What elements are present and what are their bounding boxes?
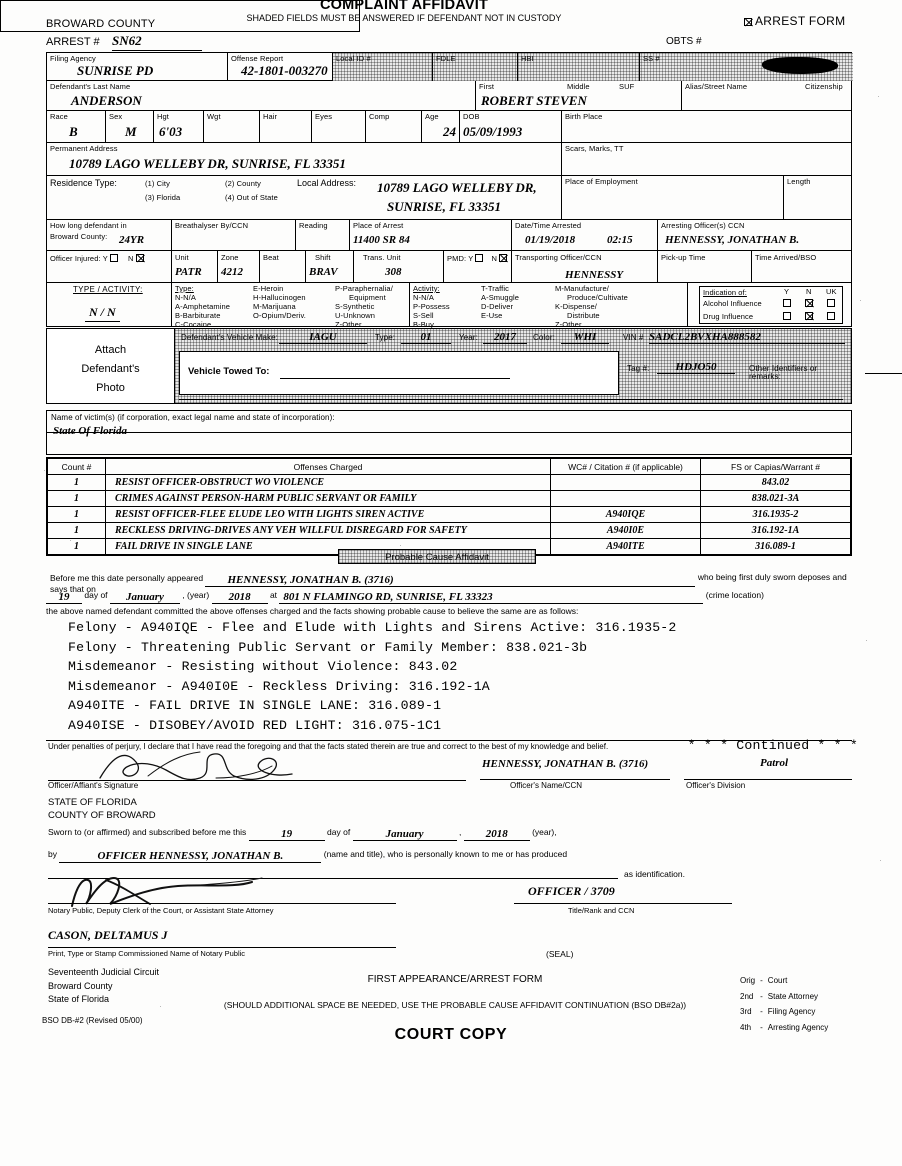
filing-agency-row (47, 53, 851, 81)
circuit-block (48, 966, 159, 1007)
local-id-label: Local ID # (336, 54, 371, 63)
officer-name-value: HENNESSY, JONATHAN B. (3716) (482, 758, 649, 770)
transport-row (47, 251, 851, 283)
birth-place-label: Birth Place (565, 112, 603, 121)
notary-by-label: by (48, 849, 57, 859)
shift-value: BRAV (309, 266, 338, 278)
offense-wc (551, 475, 701, 491)
how-long-value: 24YR (119, 234, 145, 246)
circuit-line-3: State of Florida (48, 994, 110, 1004)
footer-form-title: FIRST APPEARANCE/ARREST FORM (367, 974, 543, 985)
officer-injured-no-label: N (128, 254, 134, 263)
sworn-line-2 (48, 848, 567, 861)
narrative-line: A940ISE - DISOBEY/AVOID RED LIGHT: 316.075-1C1 (68, 717, 442, 733)
ss-label: SS # (643, 54, 660, 63)
narrative-line: Felony - A940IQE - Flee and Elude with Lights and Sirens Active: 316.1935-2 (68, 620, 677, 635)
narrative-line: Misdemeanor - A940I0E - Reckless Driving: 316.192-1A (68, 678, 490, 694)
form-revision: BSO DB-#2 (Revised 05/00) (42, 1016, 143, 1025)
indication-of-box (699, 286, 843, 324)
indication-col-uk: UK (826, 287, 837, 296)
eyes-label: Eyes (315, 112, 333, 121)
vehicle-towed-rule (280, 378, 510, 379)
dist-dash: - (760, 991, 763, 1001)
residence-type-label: Residence Type: (50, 178, 117, 188)
act-col3-0: M-Manufacture/ (555, 284, 609, 293)
unit-value: PATR (175, 266, 202, 278)
local-address-label: Local Address: (297, 178, 357, 188)
offense-wc: A940ITE (551, 539, 701, 555)
pmd-no-label: N (491, 254, 498, 263)
officer-injured-yes-checkbox[interactable] (110, 254, 118, 262)
offense-fs: 843.02 (701, 475, 851, 491)
pmd-group (447, 254, 507, 263)
offense-report-label: Offense Report (231, 54, 284, 63)
notary-signature-rule (48, 903, 396, 904)
pmd-label: PMD: Y (447, 254, 474, 263)
title-rank-label: Title/Rank and CCN (568, 906, 635, 915)
filing-agency-label: Filing Agency (50, 54, 96, 63)
dist-copy-num: 2nd (740, 991, 754, 1001)
how-long-label-2: Broward County: (50, 232, 108, 241)
other-identifiers-rule (865, 373, 902, 374)
dist-copy-num: 3rd (740, 1007, 752, 1016)
jurisdiction-block (48, 796, 156, 822)
offense-count: 1 (48, 475, 106, 491)
pca-at-label: at (269, 590, 278, 600)
complexion-label: Comp (369, 112, 390, 121)
notary-by-name: OFFICER HENNESSY, JONATHAN B. (59, 850, 321, 863)
attach-photo-line2: Defendant's (81, 363, 140, 375)
vehicle-make-value: IAGU (279, 331, 367, 344)
date-arrested-value: 01/19/2018 (525, 234, 576, 246)
type-col3-3: U-Unknown (335, 311, 376, 320)
victim-section (46, 410, 852, 455)
scars-marks-label: Scars, Marks, TT (565, 144, 624, 153)
dist-copy-num: 4th (740, 1022, 752, 1032)
county-of-broward: COUNTY OF BROWARD (48, 810, 156, 821)
dob-value: 05/09/1993 (463, 124, 523, 139)
alias-label: Alias/Street Name (685, 82, 748, 91)
dob-label: DOB (463, 112, 480, 121)
pmd-no-checkbox[interactable] (499, 254, 507, 262)
race-value: B (69, 124, 78, 139)
arresting-officers-label: Arresting Officer(s) CCN (661, 221, 745, 230)
type-col1-3: C-Cocaine (175, 320, 212, 329)
vehicle-section (46, 328, 852, 404)
as-identification-label: as identification. (624, 869, 685, 879)
type-col2-3: O-Opium/Deriv. (253, 311, 306, 320)
offenses-col-fs: FS or Capias/Warrant # (701, 459, 851, 475)
officer-name-label: Officer's Name/CCN (510, 781, 583, 790)
offense-count: 1 (48, 491, 106, 507)
sworn-prefix: Sworn to (or affirmed) and subscribed before me this (48, 827, 247, 837)
table-row (48, 507, 851, 523)
arrest-number-value: SN62 (112, 33, 142, 48)
list-item (740, 990, 831, 1004)
vehicle-shaded-area (175, 329, 851, 403)
zone-value: 4212 (221, 266, 243, 278)
pca-month-value: January (110, 591, 180, 604)
race-label: Race (50, 112, 68, 121)
unit-label: Unit (175, 253, 189, 262)
tag-label: Tag #: (627, 364, 650, 373)
type-col3-0: P-Paraphernalia/ (335, 284, 393, 293)
title-rank-rule (514, 903, 732, 904)
act-col2-2: D-Deliver (481, 302, 514, 311)
dist-dash: - (760, 976, 763, 985)
vehicle-bottom-rule (179, 399, 843, 400)
offenses-col-offense: Offenses Charged (106, 459, 551, 475)
type-col2-2: M-Marijuana (253, 302, 296, 311)
name-title-tail: (name and title), who is personally known to me or has produced (323, 849, 568, 859)
drug-influence-label: Drug Influence (703, 312, 754, 321)
length-label: Length (787, 177, 811, 186)
offense-wc: A940I0E (551, 523, 701, 539)
indication-col-y: Y (784, 287, 790, 296)
table-row (48, 523, 851, 539)
officer-name-rule (480, 779, 670, 780)
offense-report-value: 42-1801-003270 (241, 63, 328, 78)
notary-printed-name-label: Print, Type or Stamp Commissioned Name of Notary Public (48, 949, 246, 958)
before-me-text: Before me this date personally appeared (50, 573, 204, 583)
pca-intro-text: the above named defendant committed the above offenses charged and the facts showing probable cause to believe the same are as follows: (46, 606, 579, 616)
offense-description: RESIST OFFICER-OBSTRUCT WO VIOLENCE (106, 475, 551, 491)
sex-value: M (125, 124, 137, 139)
offense-fs: 316.192-1A (701, 523, 851, 539)
type-col1-2: B-Barbiturate (175, 311, 221, 320)
notary-comma: , (458, 827, 462, 837)
vehicle-make-label: Defendant's Vehicle Make: (181, 333, 278, 342)
residence-option-county[interactable]: (2) County (225, 179, 262, 188)
indication-of-heading: Indication of: (703, 288, 747, 297)
type-col3-2: S-Synthetic (335, 302, 375, 311)
circuit-line-1: Seventeenth Judicial Circuit (48, 967, 160, 977)
dist-recipient: State Attorney (767, 991, 819, 1001)
zone-label: Zone (221, 253, 239, 262)
residence-option-florida[interactable]: (3) Florida (145, 193, 181, 202)
defendant-name-row (47, 81, 851, 111)
last-name-value: ANDERSON (71, 93, 142, 108)
physical-desc-row (47, 111, 851, 143)
officer-injured-group (50, 254, 144, 263)
employment-label: Place of Employment (565, 177, 638, 186)
residence-option-city[interactable]: (1) City (145, 179, 170, 188)
pca-day-of-label: day of (84, 590, 108, 600)
act-col3-2: K-Dispense/ (555, 302, 597, 311)
notary-printed-name-value: CASON, DELTAMUS J (48, 928, 168, 942)
drug-influence-no-checkbox[interactable] (805, 312, 813, 320)
citizenship-label: Citizenship (805, 82, 843, 91)
filing-agency-value: SUNRISE PD (77, 63, 154, 78)
victim-value: State Of Florida (53, 425, 127, 437)
act-col3-1: Produce/Cultivate (567, 293, 628, 302)
notary-year-value: 2018 (464, 828, 530, 841)
arrest-form-checkbox[interactable] (744, 18, 752, 26)
officer-signature-label: Officer/Affiant's Signature (48, 781, 139, 790)
narrative-block (68, 618, 858, 755)
dist-recipient: Filing Agency (767, 1007, 816, 1016)
arrest-details-row (47, 220, 851, 251)
officer-division-value: Patrol (760, 757, 789, 769)
officer-injured-label: Officer Injured: Y (50, 254, 108, 263)
officer-signature (96, 748, 366, 784)
probable-cause-heading: Probable Cause Affidavit (338, 549, 536, 564)
datetime-arrested-label: Date/Time Arrested (515, 221, 582, 230)
dist-dash: - (760, 1007, 763, 1016)
last-name-label: Defendant's Last Name (50, 82, 131, 91)
vehicle-year-label: Year: (459, 333, 478, 342)
offense-count: 1 (48, 539, 106, 555)
type-heading: Type: (175, 284, 194, 293)
dist-recipient: Court (767, 976, 788, 985)
height-label: Hgt (157, 112, 169, 121)
fdle-label: FDLE (436, 54, 456, 63)
offense-description: FAIL DRIVE IN SINGLE LANE (106, 539, 551, 555)
dist-recipient: Arresting Agency (767, 1022, 829, 1032)
reading-label: Reading (299, 221, 328, 230)
circuit-line-2: Broward County (48, 980, 113, 991)
type-col1-0: N-N/A (175, 293, 196, 302)
act-col3-3: Distribute (567, 311, 600, 320)
notary-day-value: 19 (249, 828, 325, 841)
pmd-yes-checkbox[interactable] (475, 254, 483, 262)
list-item (740, 1005, 831, 1019)
act-col2-0: T-Traffic (481, 284, 509, 293)
offenses-table (46, 457, 852, 556)
vehicle-color-value: WHI (561, 331, 609, 344)
vehicle-year-value: 2017 (483, 331, 527, 344)
permanent-address-row (47, 143, 851, 176)
permanent-address-label: Permanent Address (50, 144, 118, 153)
obts-label: OBTS # (666, 36, 702, 47)
shaded-fields-note: SHADED FIELDS MUST BE ANSWERED IF DEFENDANT NOT IN CUSTODY (246, 13, 562, 23)
local-address-line2: SUNRISE, FL 33351 (387, 199, 502, 214)
height-value: 6'03 (159, 124, 183, 139)
notary-month-value: January (353, 828, 457, 841)
county-name: BROWARD COUNTY (46, 18, 156, 30)
victim-label: Name of victim(s) (if corporation, exact legal name and state of incorporation): (51, 413, 335, 422)
drug-influence-uk-checkbox[interactable] (827, 312, 835, 320)
offense-fs: 316.1935-2 (701, 507, 851, 523)
vehicle-type-label: Type: (375, 333, 396, 342)
offense-fs: 838.021-3A (701, 491, 851, 507)
offense-count: 1 (48, 507, 106, 523)
offenses-col-count: Count # (48, 459, 106, 475)
alcohol-influence-label: Alcohol Influence (703, 299, 762, 308)
victim-divider (47, 432, 851, 433)
defendant-info-grid (46, 52, 852, 327)
hbi-label: HBI (521, 54, 534, 63)
act-col3-4: Z-Other (555, 320, 582, 329)
perjury-statement: Under penalties of perjury, I declare that I have read the foregoing and that the facts stated therein are true and correct to the best of my knowledge and belief. (48, 742, 609, 751)
title-rank-value: OFFICER / 3709 (528, 884, 615, 898)
notary-day-of-label: day of (327, 827, 351, 837)
act-col1-2: S-Sell (413, 311, 434, 320)
transporting-officer-label: Transporting Officer/CCN (515, 253, 602, 262)
type-col3-4: Z-Other (335, 320, 362, 329)
notary-printed-name-rule (48, 947, 396, 948)
pca-year-value: 2018 (212, 591, 268, 604)
arrest-form-label: ARREST FORM (754, 14, 846, 28)
attach-photo-cell (47, 329, 175, 403)
seal-label: (SEAL) (546, 949, 574, 959)
permanent-address-value: 10789 LAGO WELLEBY DR, SUNRISE, FL 33351 (69, 156, 346, 171)
how-long-label-1: How long defendant in (50, 221, 127, 230)
notary-year-label: (year), (532, 827, 557, 837)
other-identifiers-label: Other Identifiers or remarks: (749, 364, 818, 382)
weight-label: Wgt (207, 112, 221, 121)
vehicle-towed-box (179, 351, 619, 395)
age-label: Age (425, 112, 439, 121)
sworn-line-1 (48, 826, 557, 839)
type-col3-1: Equipment (349, 293, 386, 302)
beat-label: Beat (263, 253, 279, 262)
table-row (48, 491, 851, 507)
type-activity-value: N / N (85, 305, 120, 322)
time-arrived-label: Time Arrived/BSO (755, 253, 817, 262)
pickup-time-label: Pick-up Time (661, 253, 706, 262)
place-of-arrest-value: 11400 SR 84 (353, 234, 410, 246)
trans-unit-value: 308 (385, 266, 402, 278)
vehicle-towed-label: Vehicle Towed To: (188, 366, 270, 377)
offense-fs: 316.089-1 (701, 539, 851, 555)
pca-day-value: 19 (46, 591, 82, 604)
act-col1-3: B-Buy (413, 320, 434, 329)
narrative-line: A940ITE - FAIL DRIVE IN SINGLE LANE: 316.089-1 (68, 698, 442, 714)
act-col2-3: E-Use (481, 311, 503, 320)
place-of-arrest-label: Place of Arrest (353, 221, 404, 230)
sworn-tail-text: who being first duly sworn deposes and says that on (50, 572, 847, 594)
dist-copy-num: Orig (740, 976, 756, 985)
residence-row (47, 176, 851, 220)
hair-label: Hair (263, 112, 278, 121)
offense-wc (551, 491, 701, 507)
transporting-officer-value: HENNESSY (565, 269, 624, 281)
time-arrested-value: 02:15 (607, 234, 633, 246)
court-copy-stamp: COURT COPY (394, 1026, 508, 1043)
footer-continuation-note: (SHOULD ADDITIONAL SPACE BE NEEDED, USE THE PROBABLE CAUSE AFFIDAVIT CONTINUATION (BSO DB#2a)) (223, 1000, 687, 1010)
act-col1-0: N-N/A (413, 293, 434, 302)
first-middle-value: ROBERT STEVEN (481, 93, 587, 108)
ss-redaction-bar (762, 57, 838, 74)
dist-dash: - (760, 1022, 763, 1032)
pca-location-value: 801 N FLAMINGO RD, SUNRISE, FL 33323 (279, 591, 703, 604)
narrative-line: Felony - Threatening Public Servant or Family Member: 838.021-3b (68, 639, 588, 655)
officer-division-label: Officer's Division (686, 781, 746, 790)
tag-value: HDJO50 (657, 361, 735, 374)
vin-value: SADCL2BVXHA888582 (649, 331, 845, 344)
offenses-header-row (48, 459, 851, 475)
attach-photo-line3: Photo (96, 382, 125, 394)
notary-signature-label: Notary Public, Deputy Clerk of the Court, or Assistant State Attorney (48, 906, 274, 915)
table-row (48, 475, 851, 491)
act-col1-1: P-Possess (413, 302, 450, 311)
breathalyser-label: Breathalyser By/CCN (175, 221, 249, 230)
sex-label: Sex (109, 112, 123, 121)
offenses-col-wc: WC# / Citation # (if applicable) (551, 459, 701, 475)
affiant-name-value: HENNESSY, JONATHAN B. (3716) (205, 574, 695, 587)
age-value: 24 (443, 124, 456, 139)
vin-label: VIN # (623, 333, 644, 342)
offense-description: RESIST OFFICER-FLEE ELUDE LEO WITH LIGHTS SIREN ACTIVE (106, 507, 551, 523)
activity-heading: Activity: (413, 284, 440, 293)
arresting-officers-value: HENNESSY, JONATHAN B. (665, 234, 800, 246)
attach-photo-line1: Attach (94, 344, 127, 356)
list-item (740, 974, 831, 988)
offense-wc: A940IQE (551, 507, 701, 523)
type-col2-0: E-Heroin (253, 284, 284, 293)
page-title: COMPLAINT AFFIDAVIT (319, 0, 489, 13)
offense-count: 1 (48, 523, 106, 539)
suffix-label: SUF (619, 82, 635, 91)
vehicle-color-label: Color: (533, 333, 555, 342)
continued-marker: * * * Continued * * * (687, 737, 858, 753)
state-of-florida: STATE OF FLORIDA (48, 797, 137, 808)
trans-unit-label: Trans. Unit (363, 253, 401, 262)
middle-name-label: Middle (567, 82, 590, 91)
indication-col-n: N (806, 287, 812, 296)
shift-label: Shift (315, 253, 331, 262)
crime-location-label: (crime location) (705, 590, 764, 600)
arrest-number-label: ARREST # (46, 36, 100, 48)
type-col2-1: H-Hallucinogen (253, 293, 306, 302)
alcohol-influence-uk-checkbox[interactable] (827, 299, 835, 307)
arrest-number-rule (112, 50, 202, 51)
alcohol-influence-no-checkbox[interactable] (805, 299, 813, 307)
perjury-divider (46, 740, 852, 741)
arrest-form-checkbox-group (744, 14, 845, 28)
officer-division-rule (684, 779, 852, 780)
alcohol-influence-yes-checkbox[interactable] (783, 299, 791, 307)
local-address-line1: 10789 LAGO WELLEBY DR, (377, 180, 537, 195)
offense-description: CRIMES AGAINST PERSON-HARM PUBLIC SERVANT OR FAMILY (106, 491, 551, 507)
drug-influence-yes-checkbox[interactable] (783, 312, 791, 320)
officer-injured-no-checkbox[interactable] (136, 254, 144, 262)
type-activity-row (47, 283, 851, 329)
vehicle-type-value: 01 (401, 331, 451, 344)
type-activity-heading: TYPE / ACTIVITY: (73, 285, 143, 294)
residence-option-out-of-state[interactable]: (4) Out of State (225, 193, 278, 202)
narrative-line: Misdemeanor - Resisting without Violence: 843.02 (68, 659, 458, 675)
type-col1-1: A-Amphetamine (175, 302, 231, 311)
pca-line-2 (46, 589, 852, 602)
first-name-label: First (479, 82, 495, 91)
act-col2-1: A-Smuggle (481, 293, 520, 302)
offense-description: RECKLESS DRIVING-DRIVES ANY VEH WILLFUL DISREGARD FOR SAFETY (106, 523, 551, 539)
pca-year-label: , (year) (182, 590, 210, 600)
